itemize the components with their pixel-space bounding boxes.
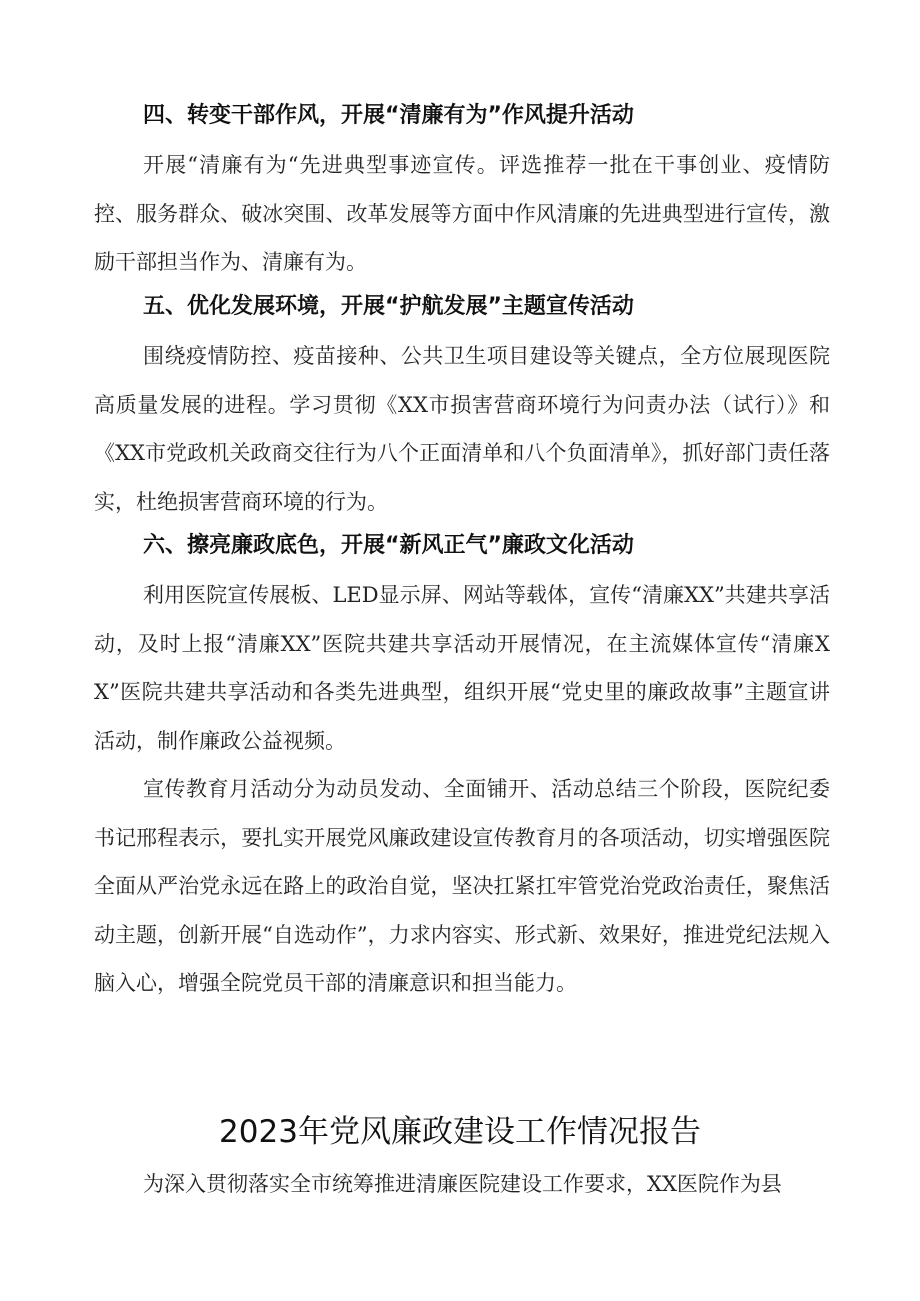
section-heading-4: 四、转变干部作风，开展“清廉有为”作风提升活动 (143, 103, 634, 128)
section-heading-5: 五、优化发展环境，开展“护航发展”主题宣传活动 (143, 294, 634, 319)
section-heading-6: 六、擦亮廉政底色，开展“新风正气”廉政文化活动 (143, 533, 634, 558)
section-paragraph-5: 围绕疫情防控、疫苗接种、公共卫生项目建设等关键点，全方位展现医院高质量发展的进程。学习贯彻《XX市损害营商环境行为问责办法（试行）》和《XX市党政机关政商交往行为八个正面清单和八个负面清单》，抓好部门责任落实，杜绝损害营商环境的行为。 (94, 344, 830, 514)
report-intro-paragraph: 为深入贯彻落实全市统筹推进清廉医院建设工作要求，XX医院作为县 (143, 1172, 782, 1196)
summary-paragraph: 宣传教育月活动分为动员发动、全面铺开、活动总结三个阶段，医院纪委书记邢程表示，要扎实开展党风廉政建设宣传教育月的各项活动，切实增强医院全面从严治党永远在路上的政治自觉，坚决扛紧扛牢管党治党政治责任，聚焦活动主题，创新开展“自选动作”，力求内容实、形式新、效果好，推进党纪法规入脑入心，增强全院党员干部的清廉意识和担当能力。 (94, 777, 830, 995)
report-title: 2023年党风廉政建设工作情况报告 (219, 1114, 701, 1150)
section-paragraph-6: 利用医院宣传展板、LED显示屏、网站等载体，宣传“清廉XX”共建共享活动，及时上报“清廉XX”医院共建共享活动开展情况，在主流媒体宣传“清廉XX”医院共建共享活动和各类先进典型，组织开展“党史里的廉政故事”主题宣讲活动，制作廉政公益视频。 (94, 583, 830, 753)
section-paragraph-4: 开展“清廉有为“先进典型事迹宣传。评选推荐一批在干事创业、疫情防控、服务群众、破冰突围、改革发展等方面中作风清廉的先进典型进行宣传，激励干部担当作为、清廉有为。 (94, 153, 830, 274)
